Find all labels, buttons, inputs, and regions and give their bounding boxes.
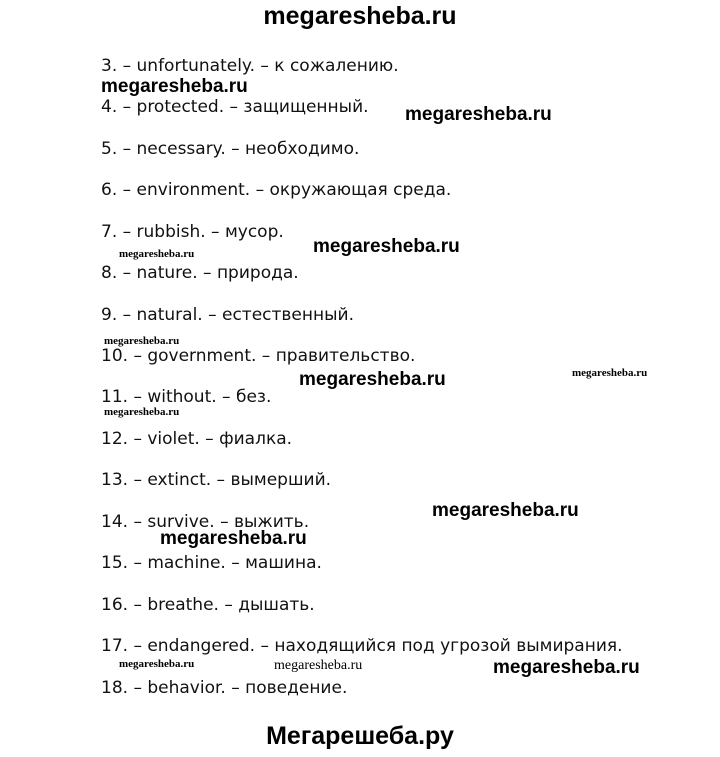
vocab-item-11: 11. – without. – без. [101, 387, 272, 407]
watermark: megaresheba.ru [119, 658, 195, 670]
vocab-item-8: 8. – nature. – природа. [101, 263, 299, 283]
watermark: megaresheba.ru [104, 406, 180, 418]
vocab-item-18: 18. – behavior. – поведение. [101, 678, 348, 698]
vocab-item-17: 17. – endangered. – находящийся под угрозой вымирания. [101, 636, 623, 656]
watermark: megaresheba.ru [119, 248, 195, 260]
watermark: megaresheba.ru [160, 528, 307, 549]
watermark: megaresheba.ru [405, 104, 552, 125]
vocab-item-16: 16. – breathe. – дышать. [101, 595, 315, 615]
watermark: megaresheba.ru [104, 335, 180, 347]
vocab-item-13: 13. – extinct. – вымерший. [101, 470, 332, 490]
vocab-item-15: 15. – machine. – машина. [101, 553, 322, 573]
watermark: megaresheba.ru [493, 657, 640, 678]
watermark: megaresheba.ru [299, 369, 446, 390]
footer-site-title: Мегарешеба.ру [266, 722, 454, 750]
header-site-title: megaresheba.ru [263, 2, 457, 30]
vocab-item-3: 3. – unfortunately. – к сожалению. [101, 56, 399, 76]
watermark: megaresheba.ru [572, 367, 648, 379]
watermark: megaresheba.ru [432, 500, 579, 521]
watermark: megaresheba.ru [101, 76, 248, 97]
watermark: megaresheba.ru [313, 236, 460, 257]
vocab-item-9: 9. – natural. – естественный. [101, 305, 354, 325]
vocab-item-6: 6. – environment. – окружающая среда. [101, 180, 452, 200]
vocab-item-5: 5. – necessary. – необходимо. [101, 139, 360, 159]
watermark: megaresheba.ru [274, 658, 363, 673]
vocab-item-7: 7. – rubbish. – мусор. [101, 222, 284, 242]
vocab-item-14: 14. – survive. – выжить. [101, 512, 310, 532]
vocab-item-4: 4. – protected. – защищенный. [101, 97, 369, 117]
vocab-item-12: 12. – violet. – фиалка. [101, 429, 293, 449]
vocab-item-10: 10. – government. – правительство. [101, 346, 416, 366]
